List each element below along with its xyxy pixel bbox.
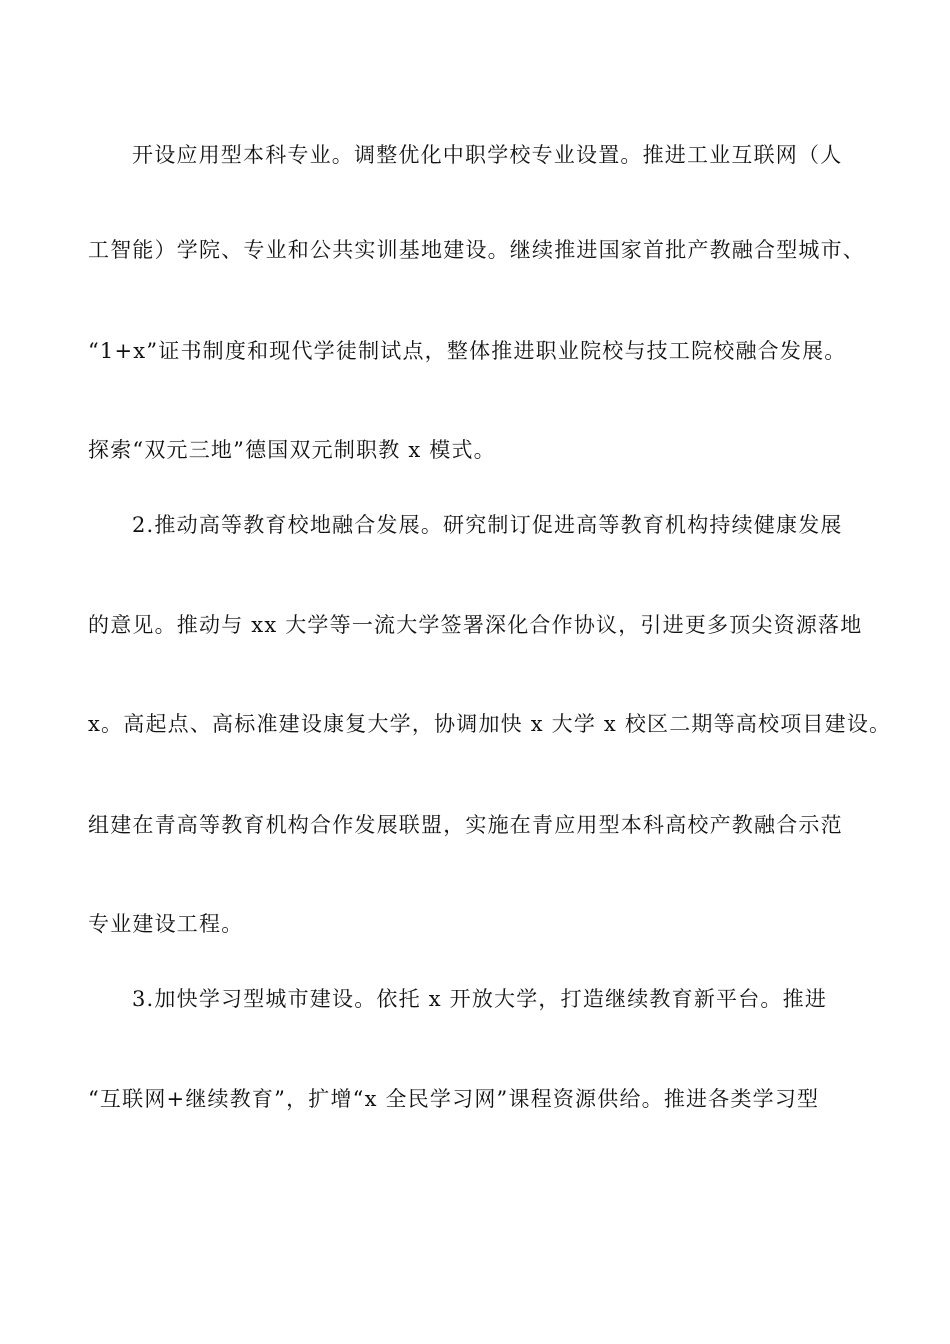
paragraph-line: “1+x”证书制度和现代学徒制试点，整体推进职业院校与技工院校融合发展。 (88, 339, 847, 363)
paragraph-line: 专业建设工程。 (88, 912, 244, 936)
paragraph-line: x。高起点、高标准建设康复大学，协调加快 x 大学 x 校区二期等高校项目建设。 (88, 712, 892, 736)
paragraph-line: 开设应用型本科专业。调整优化中职学校专业设置。推进工业互联网（人 (132, 143, 843, 167)
paragraph-line: 工智能）学院、专业和公共实训基地建设。继续推进国家首批产教融合型城市、 (88, 238, 865, 262)
paragraph-line: “互联网+继续教育”，扩增“x 全民学习网”课程资源供给。推进各类学习型 (88, 1087, 820, 1111)
paragraph-line: 探索“双元三地”德国双元制职教 x 模式。 (88, 438, 496, 462)
paragraph-line: 2.推动高等教育校地融合发展。研究制订促进高等教育机构持续健康发展 (132, 513, 843, 537)
paragraph-line: 的意见。推动与 xx 大学等一流大学签署深化合作协议，引进更多顶尖资源落地 (88, 613, 863, 637)
paragraph-line: 3.加快学习型城市建设。依托 x 开放大学，打造继续教育新平台。推进 (132, 987, 828, 1011)
paragraph-line: 组建在青高等教育机构合作发展联盟，实施在青应用型本科高校产教融合示范 (88, 813, 843, 837)
